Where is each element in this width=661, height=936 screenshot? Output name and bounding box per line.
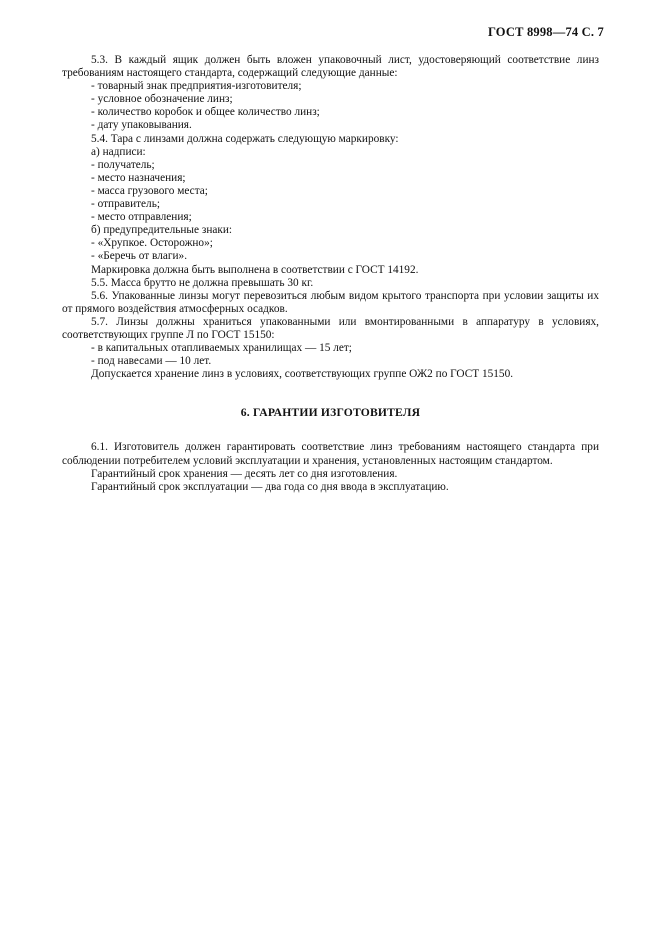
storage-note: Допускается хранение линз в условиях, соответствующих группе ОЖ2 по ГОСТ 15150. — [91, 368, 514, 381]
clause-5-5: 5.5. Масса брутто не должна превышать 30 кг. — [91, 276, 314, 289]
list-item: - место отправления; — [91, 211, 192, 224]
clause-6-1: 6.1. Изготовитель должен гарантировать соответствие линз требованиям настоящего стандарта при соблюдении потребителем условий эксплуатации и хранения, установленных настоящим стандартом. — [62, 441, 599, 467]
page-header: ГОСТ 8998—74 С. 7 — [487, 25, 604, 39]
marking-note: Маркировка должна быть выполнена в соответствии с ГОСТ 14192. — [91, 263, 419, 276]
list-item: - количество коробок и общее количество линз; — [91, 106, 320, 119]
list-item: - «Хрупкое. Осторожно»; — [91, 237, 213, 250]
subclause-a: а) надписи: — [91, 145, 146, 158]
subclause-b: б) предупредительные знаки: — [91, 224, 233, 237]
list-item: - товарный знак предприятия-изготовителя; — [91, 80, 302, 93]
list-item: - получатель; — [91, 158, 155, 171]
list-item: - «Беречь от влаги». — [91, 250, 188, 263]
clause-5-6: 5.6. Упакованные линзы могут перевозиться любым видом крытого транспорта при условии защиты их от прямого воздействия атмосферных осадков. — [62, 289, 599, 315]
section-title: 6. ГАРАНТИИ ИЗГОТОВИТЕЛЯ — [240, 406, 421, 420]
list-item: - под навесами — 10 лет. — [91, 355, 212, 368]
list-item: - дату упаковывания. — [91, 119, 192, 132]
document-body — [62, 54, 599, 494]
list-item: - в капитальных отапливаемых хранилищах — 15 лет; — [91, 342, 352, 355]
clause-5-4: 5.4. Тара с линзами должна содержать следующую маркировку: — [91, 132, 399, 145]
list-item: - отправитель; — [91, 198, 160, 211]
warranty-storage-term: Гарантийный срок хранения — десять лет со дня изготовления. — [91, 467, 398, 480]
list-item: - масса грузового места; — [91, 184, 208, 197]
warranty-operation-term: Гарантийный срок эксплуатации — два года со дня ввода в эксплуатацию. — [91, 480, 449, 493]
clause-5-3: 5.3. В каждый ящик должен быть вложен упаковочный лист, удостоверяющий соответствие линз требованиям настоящего стандарта, содержащий следующие данные: — [62, 54, 599, 80]
clause-5-7: 5.7. Линзы должны храниться упакованными или вмонтированными в аппаратуру в условиях, соответствующих группе Л по ГОСТ 15150: — [62, 315, 599, 341]
list-item: - место назначения; — [91, 171, 186, 184]
list-item: - условное обозначение линз; — [91, 93, 233, 106]
